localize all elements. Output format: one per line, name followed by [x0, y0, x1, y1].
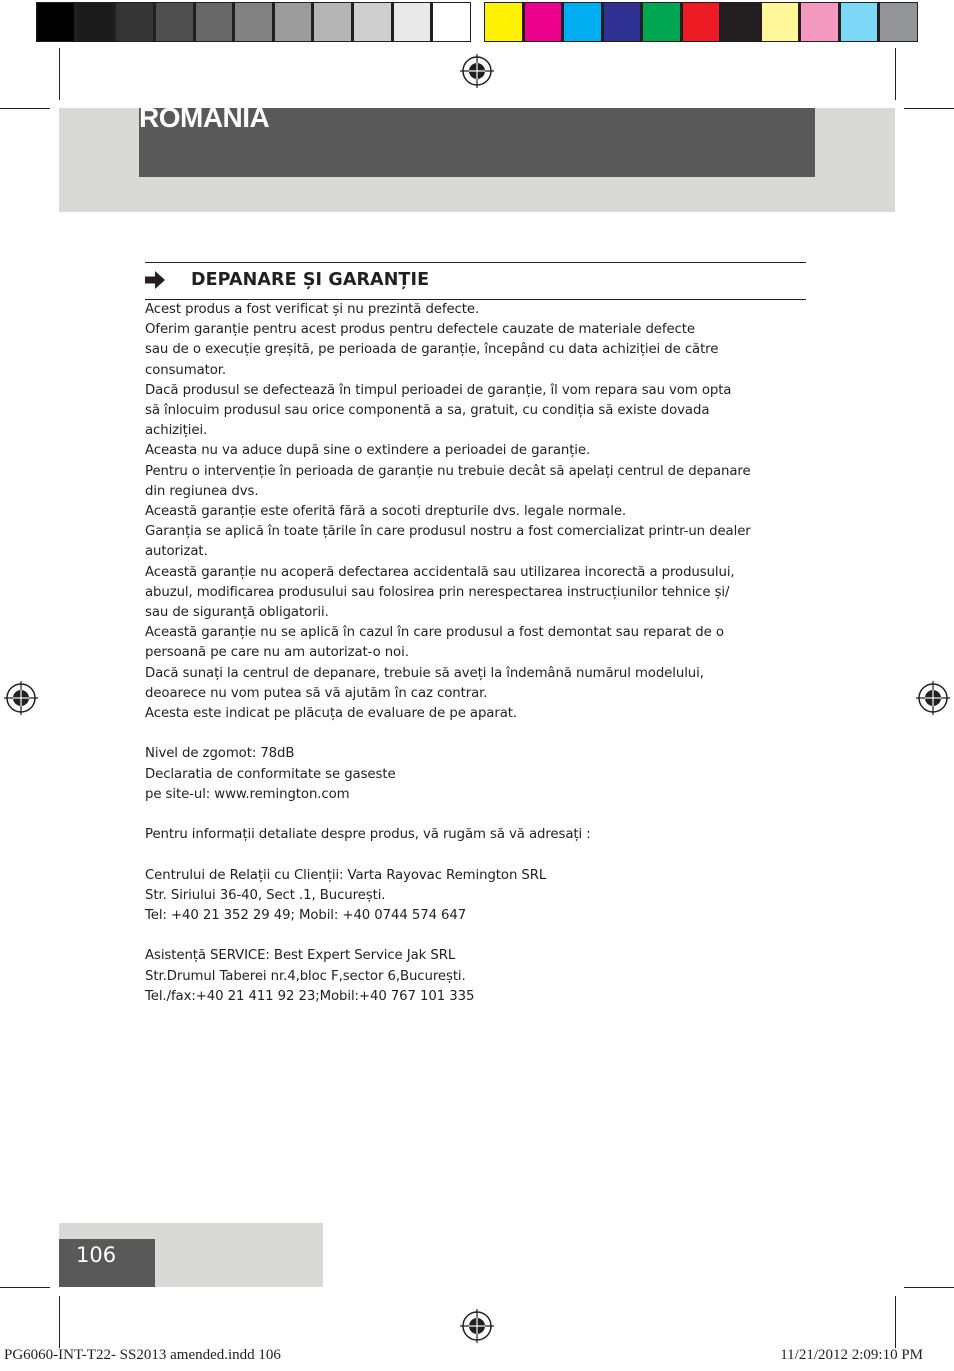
blank-line [145, 724, 810, 744]
crop-mark [0, 108, 50, 109]
crop-mark [904, 108, 954, 109]
registration-mark-icon [916, 681, 950, 715]
date-slug: 11/21/2012 2:09:10 PM [780, 1347, 923, 1363]
text-line: deoarece nu vom putea să vă ajutăm în caz contrar. [145, 685, 488, 701]
text-line: Tel./fax:+40 21 411 92 23;Mobil:+40 767 101 335 [145, 988, 475, 1004]
color-swatch [841, 3, 881, 41]
text-line: să înlocuim produsul sau orice componentă a sa, gratuit, cu condiția să existe dovada [145, 403, 710, 419]
gray-swatch [394, 3, 434, 41]
gray-swatch [354, 3, 394, 41]
registration-mark-icon [4, 681, 38, 715]
registration-mark-icon [460, 54, 494, 88]
registration-mark-icon [460, 1309, 494, 1343]
gray-swatch [37, 3, 77, 41]
gray-swatch [314, 3, 354, 41]
crop-mark [59, 48, 60, 100]
color-swatch [683, 3, 723, 41]
text-line: autorizat. [145, 544, 208, 560]
text-line: sau de o execuție greșită, pe perioada de garanție, începând cu data achiziției de către [145, 342, 719, 358]
gray-swatch [77, 3, 117, 41]
crop-mark [895, 1296, 896, 1348]
text-line: pe site-ul: www.remington.com [145, 786, 350, 802]
section-heading-text: DEPANARE ȘI GARANȚIE [191, 270, 430, 290]
color-swatch [564, 3, 604, 41]
text-line: Dacă sunați la centrul de depanare, trebuie să aveți la îndemână numărul modelului, [145, 665, 704, 681]
blank-line [145, 845, 810, 865]
text-line: Asistență SERVICE: Best Expert Service Jak SRL [145, 948, 456, 964]
text-line: din regiunea dvs. [145, 483, 259, 499]
warranty-text [145, 300, 810, 1007]
grayscale-color-bar [36, 2, 471, 42]
gray-swatch [196, 3, 236, 41]
text-line: sau de siguranță obligatorii. [145, 605, 329, 621]
arrow-right-icon [145, 271, 165, 289]
gray-swatch [116, 3, 156, 41]
text-line: Declaratia de conformitate se gaseste [145, 766, 396, 782]
text-line: abuzul, modificarea produsului sau folosirea prin nerespectarea instrucțiunilor tehnice și/ [145, 584, 730, 600]
text-line: achiziției. [145, 423, 208, 439]
text-line: persoană pe care nu am autorizat-o noi. [145, 645, 409, 661]
text-line: consumator. [145, 362, 227, 378]
color-swatch [604, 3, 644, 41]
color-swatch [880, 3, 917, 41]
text-line: Centrului de Relații cu Clienții: Varta Rayovac Remington SRL [145, 867, 547, 883]
text-line: Nivel de zgomot: 78dB [145, 746, 295, 762]
crop-mark [59, 1296, 60, 1348]
color-swatch [643, 3, 683, 41]
color-swatch [762, 3, 802, 41]
text-line: Str.Drumul Taberei nr.4,bloc F,sector 6,București. [145, 968, 466, 984]
section-heading [145, 270, 429, 290]
color-swatch [485, 3, 525, 41]
page-title: ROMANIA [139, 102, 270, 133]
text-line: Pentru o intervenție în perioada de garanție nu trebuie decât să apelați centrul de depanare [145, 463, 751, 479]
text-line: Garanția se aplică în toate țările în care produsul nostru a fost comercializat printr-un dealer [145, 524, 751, 540]
crop-mark [895, 48, 896, 100]
text-line: Acesta este indicat pe plăcuța de evaluare de pe aparat. [145, 706, 517, 722]
gray-swatch [275, 3, 315, 41]
gray-swatch [235, 3, 275, 41]
blank-line [145, 805, 810, 825]
gray-swatch [433, 3, 470, 41]
process-color-bar [484, 2, 918, 42]
section-top-rule [145, 262, 806, 263]
crop-mark [904, 1287, 954, 1288]
color-swatch [801, 3, 841, 41]
text-line: Acest produs a fost verificat și nu prezintă defecte. [145, 302, 480, 317]
crop-mark [0, 1287, 50, 1288]
text-line: Această garanție este oferită fără a socoti drepturile dvs. legale normale. [145, 504, 627, 520]
text-line: Aceasta nu va aduce după sine o extindere a perioadei de garanție. [145, 443, 591, 459]
gray-swatch [156, 3, 196, 41]
file-slug: PG6060-INT-T22- SS2013 amended.indd 106 [4, 1347, 281, 1363]
blank-line [145, 926, 810, 946]
text-line: Oferim garanție pentru acest produs pentru defectele cauzate de materiale defecte [145, 322, 695, 338]
text-line: Dacă produsul se defectează în timpul perioadei de garanție, îl vom repara sau vom opta [145, 382, 732, 398]
text-line: Str. Siriului 36-40, Sect .1, București. [145, 887, 386, 903]
color-swatch [525, 3, 565, 41]
page-number: 106 [76, 1243, 117, 1267]
text-line: Această garanție nu se aplică în cazul în care produsul a fost demontat sau reparat de o [145, 625, 724, 641]
text-line: Tel: +40 21 352 29 49; Mobil: +40 0744 574 647 [145, 908, 467, 924]
text-line: Această garanție nu acoperă defectarea accidentală sau utilizarea incorectă a produsului, [145, 564, 735, 580]
color-swatch [722, 3, 762, 41]
text-line: Pentru informații detaliate despre produs, vă rugăm să vă adresați : [145, 827, 591, 843]
